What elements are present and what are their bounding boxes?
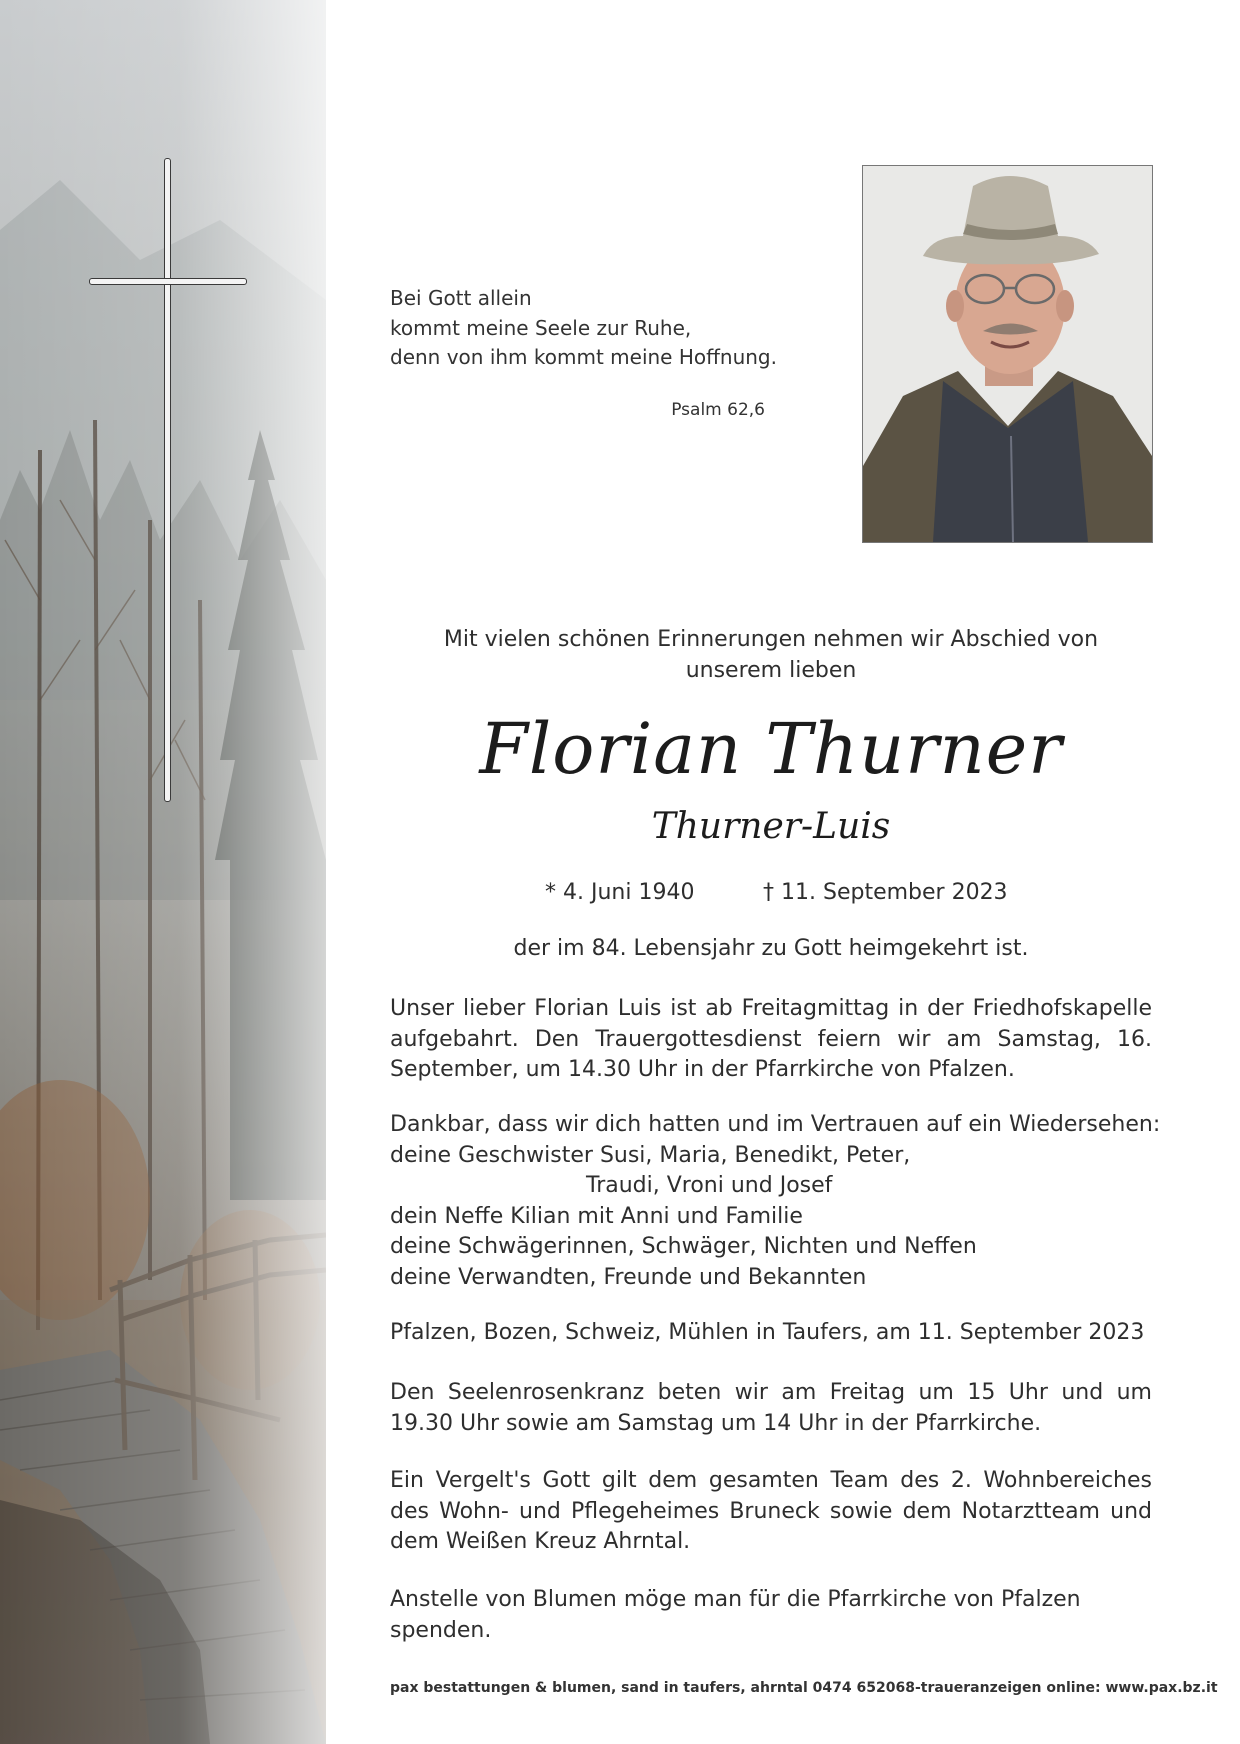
quote-line: Bei Gott allein — [390, 286, 532, 310]
place-date: Pfalzen, Bozen, Schweiz, Mühlen in Taufers, am 11. September 2023 — [390, 1320, 1145, 1345]
intro-text — [390, 624, 1152, 686]
cross-icon — [89, 158, 249, 803]
nephew-prefix: dein Neffe — [390, 1203, 511, 1229]
in-laws-line: deine Schwägerinnen, Schwäger, Nichten und Neffen — [390, 1234, 977, 1259]
mourners-intro: Dankbar, dass wir dich hatten und im Vertrauen auf ein Wiedersehen: — [390, 1112, 1161, 1137]
intro-line: unserem lieben — [685, 658, 857, 683]
intro-line: Mit vielen schönen Erinnerungen nehmen wir Abschied von — [443, 627, 1099, 652]
mourners-list — [390, 1110, 1161, 1293]
cross-vertical-bar — [164, 158, 171, 802]
deceased-name: Florian Thurner — [479, 708, 1063, 790]
quote-source: Psalm 62,6 — [671, 400, 765, 420]
flowers-notice: Anstelle von Blumen möge man für die Pfarrkirche von Pfalzen spenden. — [390, 1587, 1081, 1643]
nephew-with: mit — [570, 1203, 621, 1229]
siblings-line-2 — [390, 1171, 1152, 1202]
siblings-names: Susi, Maria, Benedikt, Peter, — [599, 1142, 911, 1168]
wake-announcement: Unser lieber Florian Luis ist ab Freitagmittag in der Friedhofskapelle aufgebahrt. Den Trauergottesdienst feiern wir am Samstag, 16. September, um 14.30 Uhr in der Pfarrkirche von Pfalzen. — [390, 996, 1152, 1082]
siblings-prefix: deine Geschwister — [390, 1142, 600, 1168]
siblings-line — [390, 1141, 1152, 1172]
siblings-and: und — [723, 1173, 780, 1198]
quote-line: kommt meine Seele zur Ruhe, — [390, 315, 692, 340]
nephew-name: Kilian — [510, 1203, 571, 1229]
nephew-partner: Anni — [620, 1203, 670, 1229]
deceased-nickname: Thurner-Luis — [651, 806, 891, 847]
footer-imprint: pax bestattungen & blumen, sand in taufers, ahrntal 0474 652068-traueranzeigen online: www.pax.bz.it — [390, 1680, 1218, 1696]
relatives-line: deine Verwandten, Freunde und Bekannten — [390, 1264, 867, 1290]
birth-date: * 4. Juni 1940 — [545, 880, 695, 905]
quote-line: denn von ihm kommt meine Hoffnung. — [390, 345, 777, 369]
nephew-line — [390, 1202, 1152, 1233]
rosary-notice: Den Seelenrosenkranz beten wir am Freitag um 15 Uhr und um 19.30 Uhr sowie am Samstag um 14 Uhr in der Pfarrkirche. — [390, 1380, 1152, 1436]
psalm-quote — [390, 284, 777, 373]
thanks-notice: Ein Vergelt's Gott gilt dem gesamten Team des 2. Wohnbereiches des Wohn- und Pflegeheimes Bruneck sowie dem Notarztteam und dem Weißen Kreuz Ahrntal. — [390, 1468, 1152, 1554]
siblings-names-3: Josef — [779, 1173, 833, 1198]
age-line: der im 84. Lebensjahr zu Gott heimgekehrt ist. — [513, 936, 1029, 961]
death-date: † 11. September 2023 — [763, 880, 1008, 905]
nephew-suffix: und Familie — [669, 1203, 803, 1229]
cross-horizontal-bar — [89, 278, 247, 285]
siblings-names-2: Traudi, Vroni — [586, 1173, 724, 1198]
portrait-photo — [862, 165, 1153, 543]
